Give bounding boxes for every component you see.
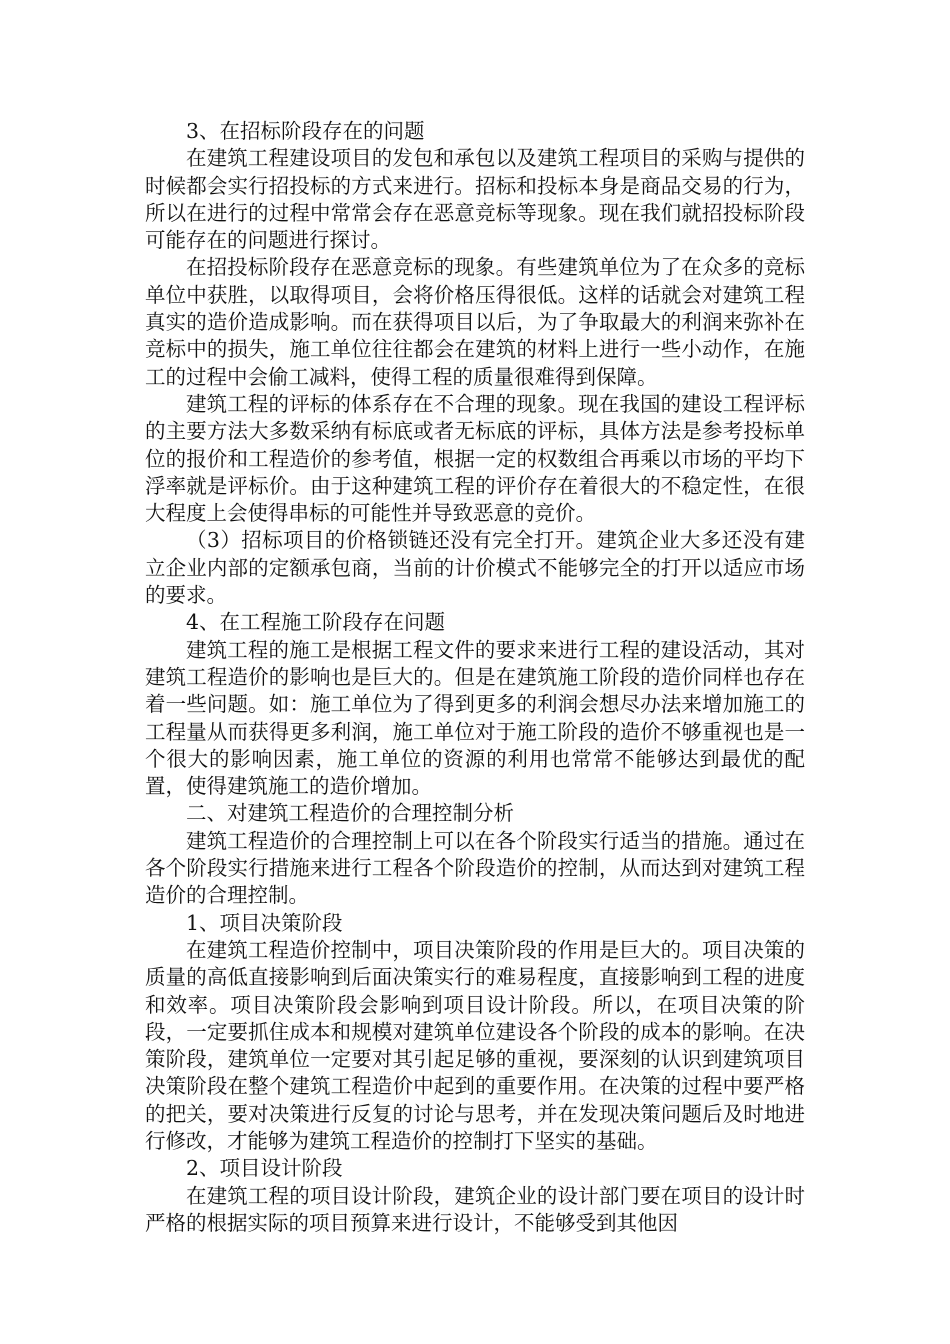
paragraph-decision-stage: 在建筑工程造价控制中，项目决策阶段的作用是巨大的。项目决策的质量的高低直接影响到后面决策实行的难易程度，直接影响到工程的进度和效率。项目决策阶段会影响到项目设计阶段。所以，在项目决策的阶段，一定要抓住成本和规模对建筑单位建设各个阶段的成本的影响。在决策阶段，建筑单位一定要对其引起足够的重视，要深刻的认识到建筑项目决策阶段在整个建筑工程造价中起到的重要作用。在决策的过程中要严格的把关，要对决策进行反复的讨论与思考，并在发现决策问题后及时地进行修改，才能够为建筑工程造价的控制打下坚实的基础。	[145, 937, 805, 1153]
paragraph-bidding-intro: 在建筑工程建设项目的发包和承包以及建筑工程项目的采购与提供的时候都会实行招投标的方式来进行。招标和投标本身是商品交易的行为，所以在进行的过程中常常会存在恶意竞标等现象。现在我们就招投标阶段可能存在的问题进行探讨。	[145, 146, 805, 253]
paragraph-cost-control-intro: 建筑工程造价的合理控制上可以在各个阶段实行适当的措施。通过在各个阶段实行措施来进行工程各个阶段造价的控制，从而达到对建筑工程造价的合理控制。	[145, 828, 805, 908]
heading-construction-problems: 4、在工程施工阶段存在问题	[186, 610, 446, 635]
paragraph-construction-stage: 建筑工程的施工是根据工程文件的要求来进行工程的建设活动，其对建筑工程造价的影响也是巨大的。但是在建筑施工阶段的造价同样也存在着一些问题。如：施工单位为了得到更多的利润会想尽办法来增加施工的工程量从而获得更多利润，施工单位对于施工阶段的造价不够重视也是一个很大的影响因素，施工单位的资源的利用也常常不能够达到最优的配置，使得建筑施工的造价增加。	[145, 637, 805, 799]
document-page	[145, 118, 805, 1237]
paragraph-malicious-bidding: 在招投标阶段存在恶意竞标的现象。有些建筑单位为了在众多的竞标单位中获胜，以取得项目，会将价格压得很低。这样的话就会对建筑工程真实的造价造成影响。而在获得项目以后，为了争取最大的利润来弥补在竞标中的损失，施工单位往往都会在建筑的材料上进行一些小动作，在施工的过程中会偷工减料，使得工程的质量很难得到保障。	[145, 255, 805, 389]
paragraph-design-stage: 在建筑工程的项目设计阶段，建筑企业的设计部门要在项目的设计时严格的根据实际的项目预算来进行设计，不能够受到其他因	[145, 1183, 805, 1235]
paragraph-evaluation-system: 建筑工程的评标的体系存在不合理的现象。现在我国的建设工程评标的主要方法大多数采纳有标底或者无标底的评标，具体方法是参考投标单位的报价和工程造价的参考值，根据一定的权数组合再乘以市场的平均下浮率就是评标价。由于这种建筑工程的评价存在着很大的不稳定性，在很大程度上会使得串标的可能性并导致恶意的竞价。	[145, 391, 805, 526]
heading-decision-stage: 1、项目决策阶段	[186, 910, 343, 935]
paragraph-price-chain: （3）招标项目的价格锁链还没有完全打开。建筑企业大多还没有建立企业内部的定额承包商，当前的计价模式不能够完全的打开以适应市场的要求。	[145, 528, 805, 608]
heading-bidding-problems: 3、在招标阶段存在的问题	[186, 119, 425, 143]
heading-design-stage: 2、项目设计阶段	[186, 1156, 343, 1181]
heading-cost-control-analysis: 二、对建筑工程造价的合理控制分析	[186, 801, 514, 826]
